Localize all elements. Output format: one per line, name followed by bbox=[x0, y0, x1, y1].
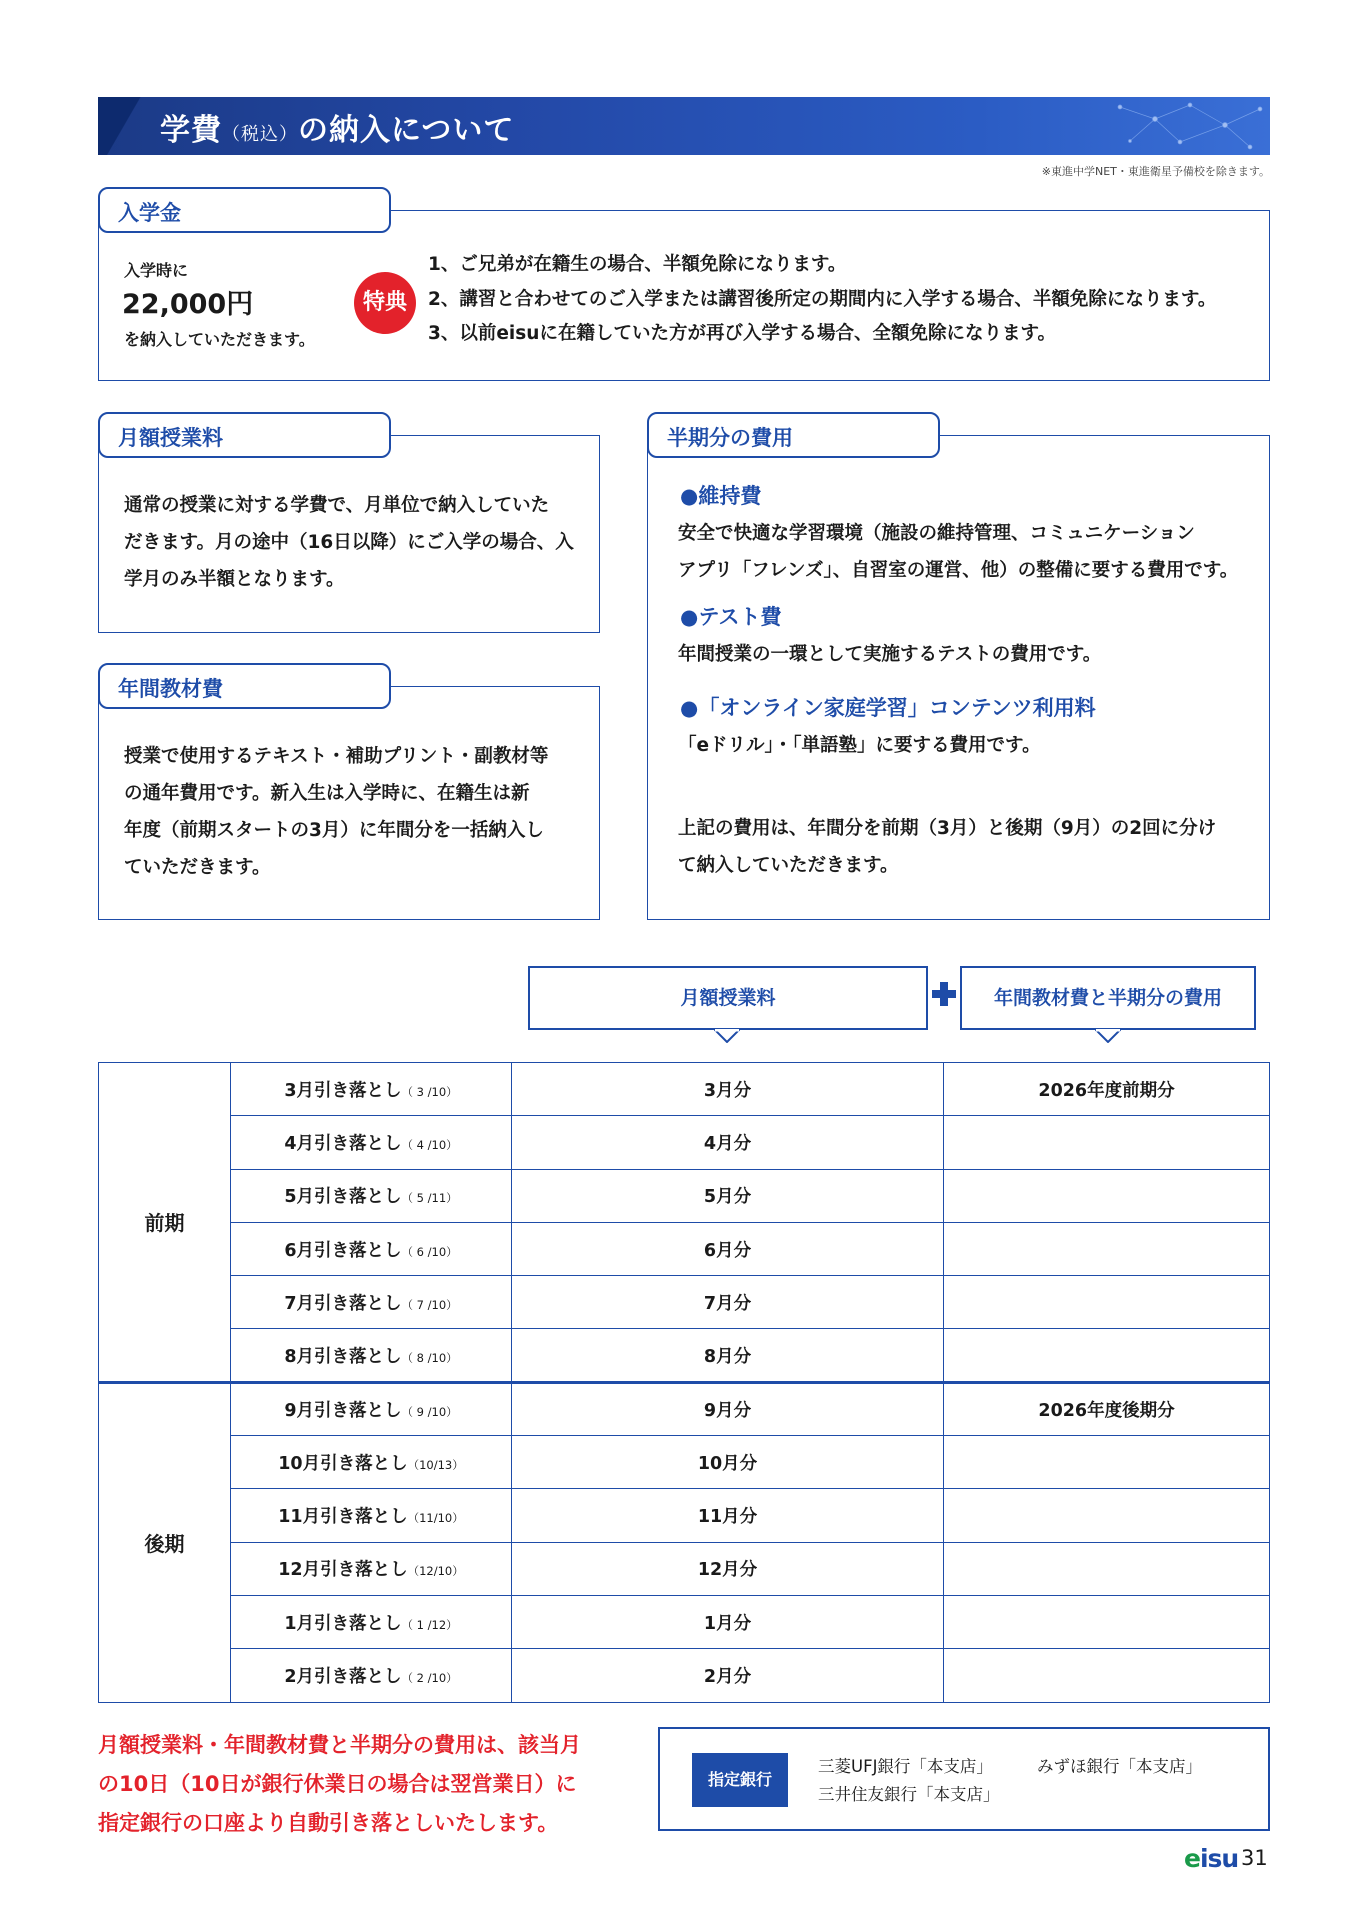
monthly-tuition-cell: 10月分 bbox=[512, 1436, 944, 1489]
annual-line: ていただきます。 bbox=[124, 857, 271, 878]
notice-line: の10日（10日が銀行休業日の場合は翌営業日）に bbox=[98, 1772, 577, 1796]
table-row bbox=[99, 1382, 1270, 1435]
bank-name: みずほ銀行「本支店」 bbox=[1037, 1757, 1202, 1776]
bank-badge: 指定銀行 bbox=[692, 1753, 788, 1807]
debit-month-cell bbox=[231, 1276, 512, 1329]
debit-date: （ 3 /10） bbox=[401, 1084, 458, 1099]
benefit-badge: 特典 bbox=[354, 272, 416, 334]
debit-month-cell bbox=[231, 1542, 512, 1595]
annual-fee-cell bbox=[944, 1649, 1270, 1702]
entry-fee-tab: 入学金 bbox=[98, 187, 391, 233]
benefit-item: 1、ご兄弟が在籍生の場合、半額免除になります。 bbox=[428, 254, 847, 275]
debit-month: 3月引き落とし bbox=[284, 1080, 402, 1101]
debit-month: 8月引き落とし bbox=[284, 1346, 402, 1367]
monthly-tuition-cell: 2月分 bbox=[512, 1649, 944, 1702]
online-content-line: 「eドリル」・「単語塾」に要する費用です。 bbox=[678, 735, 1041, 756]
payment-schedule-table bbox=[98, 1062, 1270, 1703]
title-rest: の納入について bbox=[298, 113, 515, 148]
monthly-tuition-cell: 12月分 bbox=[512, 1542, 944, 1595]
benefit-item: 3、以前eisuに在籍していた方が再び入学する場合、全額免除になります。 bbox=[428, 323, 1056, 344]
maintenance-fee-heading: ●維持費 bbox=[680, 484, 762, 508]
annual-fee-cell bbox=[944, 1116, 1270, 1169]
half-year-footer-line: て納入していただきます。 bbox=[678, 855, 899, 876]
debit-date: （11/10） bbox=[407, 1511, 464, 1526]
annual-fee-cell bbox=[944, 1489, 1270, 1542]
test-fee-heading: ●テスト費 bbox=[680, 605, 782, 629]
page-title bbox=[160, 105, 514, 149]
period-cell: 後期 bbox=[99, 1382, 231, 1702]
annual-line: の通年費用です。新入生は入学時に、在籍生は新 bbox=[124, 783, 530, 804]
col-annual-header: 年間教材費と半期分の費用 bbox=[960, 966, 1256, 1030]
table-row bbox=[99, 1436, 1270, 1489]
notice-line: 指定銀行の口座より自動引き落としいたします。 bbox=[98, 1811, 559, 1835]
annual-fee-cell: 2026年度前期分 bbox=[944, 1063, 1270, 1116]
debit-date: （ 2 /10） bbox=[401, 1670, 458, 1685]
debit-date: （12/10） bbox=[407, 1564, 464, 1579]
monthly-tuition-cell: 9月分 bbox=[512, 1382, 944, 1435]
arrow-down-icon bbox=[1095, 1029, 1121, 1043]
debit-month: 6月引き落とし bbox=[284, 1240, 402, 1261]
debit-date: （ 9 /10） bbox=[401, 1404, 458, 1419]
exclusion-note: ※東進中学NET・東進衛星予備校を除きます。 bbox=[1041, 165, 1270, 178]
table-row bbox=[99, 1063, 1270, 1116]
table-row bbox=[99, 1329, 1270, 1382]
debit-month: 1月引き落とし bbox=[284, 1613, 402, 1634]
table-row bbox=[99, 1595, 1270, 1648]
table-row bbox=[99, 1222, 1270, 1275]
debit-date: （ 7 /10） bbox=[401, 1297, 458, 1312]
entry-fee-after: を納入していただきます。 bbox=[124, 330, 315, 349]
debit-month: 7月引き落とし bbox=[284, 1293, 402, 1314]
page-number: 31 bbox=[1241, 1846, 1268, 1870]
annual-fee-cell bbox=[944, 1436, 1270, 1489]
annual-fee-cell bbox=[944, 1595, 1270, 1648]
monthly-tuition-cell: 6月分 bbox=[512, 1222, 944, 1275]
monthly-tuition-cell: 3月分 bbox=[512, 1063, 944, 1116]
debit-month-cell bbox=[231, 1169, 512, 1222]
debit-month-cell bbox=[231, 1382, 512, 1435]
monthly-line: 通常の授業に対する学費で、月単位で納入していた bbox=[124, 495, 550, 516]
monthly-tuition-cell: 8月分 bbox=[512, 1329, 944, 1382]
annual-line: 年度（前期スタートの3月）に年間分を一括納入し bbox=[124, 820, 544, 841]
debit-month-cell bbox=[231, 1489, 512, 1542]
half-year-tab: 半期分の費用 bbox=[647, 412, 940, 458]
annual-fee-cell bbox=[944, 1329, 1270, 1382]
title-tax-note: （税込） bbox=[222, 124, 298, 145]
monthly-tuition-cell: 1月分 bbox=[512, 1595, 944, 1648]
col-monthly-header: 月額授業料 bbox=[528, 966, 928, 1030]
annual-line: 授業で使用するテキスト・補助プリント・副教材等 bbox=[124, 746, 549, 767]
bank-name: 三菱UFJ銀行「本支店」 bbox=[818, 1757, 993, 1776]
debit-date: （ 4 /10） bbox=[401, 1137, 458, 1152]
period-cell: 前期 bbox=[99, 1063, 231, 1383]
debit-month-cell bbox=[231, 1436, 512, 1489]
table-row bbox=[99, 1276, 1270, 1329]
half-year-footer-line: 上記の費用は、年間分を前期（3月）と後期（9月）の2回に分け bbox=[678, 818, 1217, 839]
entry-fee-amount: 22,000円 bbox=[122, 289, 254, 320]
debit-month: 9月引き落とし bbox=[284, 1400, 402, 1421]
debit-date: （ 1 /12） bbox=[401, 1617, 458, 1632]
table-row bbox=[99, 1542, 1270, 1595]
header-band bbox=[98, 97, 1270, 155]
debit-date: （10/13） bbox=[407, 1457, 464, 1472]
annual-fee-cell bbox=[944, 1542, 1270, 1595]
table-row bbox=[99, 1489, 1270, 1542]
header-stripe bbox=[98, 97, 158, 155]
benefit-item: 2、講習と合わせてのご入学または講習後所定の期間内に入学する場合、半額免除になります。 bbox=[428, 289, 1217, 310]
monthly-line: だきます。月の途中（16日以降）にご入学の場合、入 bbox=[124, 532, 574, 553]
debit-month-cell bbox=[231, 1595, 512, 1648]
debit-date: （ 6 /10） bbox=[401, 1244, 458, 1259]
debit-date: （ 8 /10） bbox=[401, 1350, 458, 1365]
bank-name: 三井住友銀行「本支店」 bbox=[818, 1785, 1000, 1804]
debit-month: 5月引き落とし bbox=[284, 1187, 402, 1208]
debit-month-cell bbox=[231, 1063, 512, 1116]
monthly-line: 学月のみ半額となります。 bbox=[124, 569, 345, 590]
annual-fee-cell bbox=[944, 1169, 1270, 1222]
debit-month: 4月引き落とし bbox=[284, 1133, 402, 1154]
entry-fee-label: 入学時に bbox=[124, 261, 189, 280]
debit-month: 11月引き落とし bbox=[278, 1507, 408, 1528]
table-row bbox=[99, 1649, 1270, 1702]
annual-materials-tab: 年間教材費 bbox=[98, 663, 391, 709]
maintenance-line: 安全で快適な学習環境（施設の維持管理、コミュニケーション bbox=[678, 523, 1195, 544]
debit-month-cell bbox=[231, 1329, 512, 1382]
annual-fee-cell bbox=[944, 1222, 1270, 1275]
debit-month-cell bbox=[231, 1649, 512, 1702]
logo-rest: isu bbox=[1199, 1844, 1239, 1873]
table-row bbox=[99, 1169, 1270, 1222]
table-row bbox=[99, 1116, 1270, 1169]
title-main: 学費 bbox=[160, 113, 222, 148]
maintenance-line: アプリ「フレンズ」、自習室の運営、他）の整備に要する費用です。 bbox=[678, 560, 1239, 581]
auto-debit-notice bbox=[98, 1726, 581, 1843]
debit-month-cell bbox=[231, 1116, 512, 1169]
designated-bank-box bbox=[658, 1727, 1270, 1831]
monthly-tuition-cell: 4月分 bbox=[512, 1116, 944, 1169]
arrow-down-icon bbox=[714, 1029, 740, 1043]
monthly-tuition-cell: 5月分 bbox=[512, 1169, 944, 1222]
monthly-tuition-tab: 月額授業料 bbox=[98, 412, 391, 458]
monthly-tuition-cell: 7月分 bbox=[512, 1276, 944, 1329]
test-fee-line: 年間授業の一環として実施するテストの費用です。 bbox=[678, 644, 1102, 665]
logo-e: e bbox=[1184, 1844, 1200, 1873]
debit-date: （ 5 /11） bbox=[401, 1191, 458, 1206]
plus-icon bbox=[930, 980, 958, 1008]
debit-month: 2月引き落とし bbox=[284, 1666, 402, 1687]
debit-month-cell bbox=[231, 1222, 512, 1275]
eisu-logo bbox=[1184, 1844, 1238, 1873]
online-content-heading: ●「オンライン家庭学習」コンテンツ利用料 bbox=[680, 696, 1096, 720]
annual-fee-cell: 2026年度後期分 bbox=[944, 1382, 1270, 1435]
monthly-tuition-cell: 11月分 bbox=[512, 1489, 944, 1542]
annual-fee-cell bbox=[944, 1276, 1270, 1329]
notice-line: 月額授業料・年間教材費と半期分の費用は、該当月 bbox=[98, 1733, 581, 1757]
network-pattern-icon bbox=[1110, 97, 1270, 155]
debit-month: 10月引き落とし bbox=[278, 1453, 408, 1474]
debit-month: 12月引き落とし bbox=[278, 1560, 408, 1581]
